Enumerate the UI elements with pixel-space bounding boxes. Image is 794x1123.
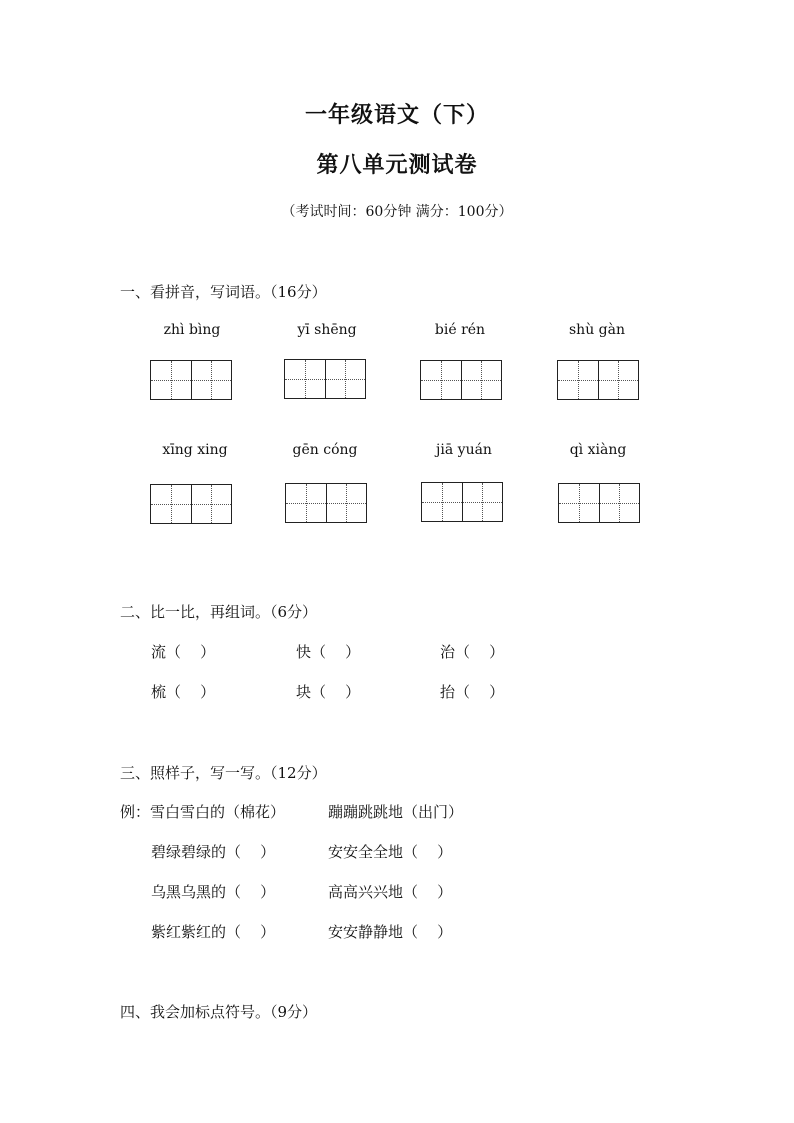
section-2-heading: 二、比一比，再组词。（6分） xyxy=(120,603,318,621)
phrase-blank[interactable]: 紫红紫红的（ ） xyxy=(151,923,276,941)
pinyin-label: gēn cóng xyxy=(292,442,358,458)
grid-cell[interactable] xyxy=(285,360,326,398)
page-title: 一年级语文（下） xyxy=(304,102,489,128)
section-1-heading: 一、看拼音，写词语。（16分） xyxy=(120,283,327,301)
grid-cell[interactable] xyxy=(151,485,192,523)
pinyin-label: jiā yuán xyxy=(436,442,492,458)
grid-cell[interactable] xyxy=(600,484,640,522)
phrase-blank[interactable]: 高高兴兴地（ ） xyxy=(328,883,453,901)
pinyin-label: qì xiàng xyxy=(569,442,627,458)
exam-info: （考试时间：60分钟 满分：100分） xyxy=(281,204,513,220)
phrase-blank[interactable]: 安安全全地（ ） xyxy=(328,843,453,861)
grid-cell[interactable] xyxy=(599,361,639,399)
grid-cell[interactable] xyxy=(558,361,599,399)
word-blank[interactable]: 抬（ ） xyxy=(440,683,505,701)
section-4-heading: 四、我会加标点符号。（9分） xyxy=(120,1003,318,1021)
word-blank[interactable]: 梳（ ） xyxy=(151,683,216,701)
pinyin-label: bié rén xyxy=(434,322,486,338)
grid-cell[interactable] xyxy=(192,485,232,523)
writing-grid[interactable] xyxy=(421,482,503,522)
grid-cell[interactable] xyxy=(151,361,192,399)
writing-grid[interactable] xyxy=(557,360,639,400)
writing-grid[interactable] xyxy=(285,483,367,523)
grid-cell[interactable] xyxy=(421,361,462,399)
word-blank[interactable]: 治（ ） xyxy=(440,643,505,661)
phrase-blank[interactable]: 碧绿碧绿的（ ） xyxy=(151,843,276,861)
pinyin-label: yī shēng xyxy=(297,322,357,338)
grid-cell[interactable] xyxy=(559,484,600,522)
grid-cell[interactable] xyxy=(286,484,327,522)
pinyin-label: shù gàn xyxy=(569,322,625,338)
pinyin-label: zhì bìng xyxy=(163,322,221,338)
example-left: 例：雪白雪白的（棉花） xyxy=(120,803,286,821)
phrase-blank[interactable]: 安安静静地（ ） xyxy=(328,923,453,941)
section-3-heading: 三、照样子，写一写。（12分） xyxy=(120,764,327,782)
writing-grid[interactable] xyxy=(150,360,232,400)
word-blank[interactable]: 块（ ） xyxy=(296,683,361,701)
pinyin-label: xīng xing xyxy=(162,442,228,458)
grid-cell[interactable] xyxy=(192,361,232,399)
grid-cell[interactable] xyxy=(326,360,366,398)
writing-grid[interactable] xyxy=(558,483,640,523)
example-right: 蹦蹦跳跳地（出门） xyxy=(328,803,464,821)
writing-grid[interactable] xyxy=(150,484,232,524)
writing-grid[interactable] xyxy=(420,360,502,400)
word-blank[interactable]: 流（ ） xyxy=(151,643,216,661)
grid-cell[interactable] xyxy=(463,483,503,521)
writing-grid[interactable] xyxy=(284,359,366,399)
word-blank[interactable]: 快（ ） xyxy=(296,643,361,661)
grid-cell[interactable] xyxy=(327,484,367,522)
phrase-blank[interactable]: 乌黑乌黑的（ ） xyxy=(151,883,276,901)
grid-cell[interactable] xyxy=(462,361,502,399)
page-subtitle: 第八单元测试卷 xyxy=(316,152,478,178)
grid-cell[interactable] xyxy=(422,483,463,521)
